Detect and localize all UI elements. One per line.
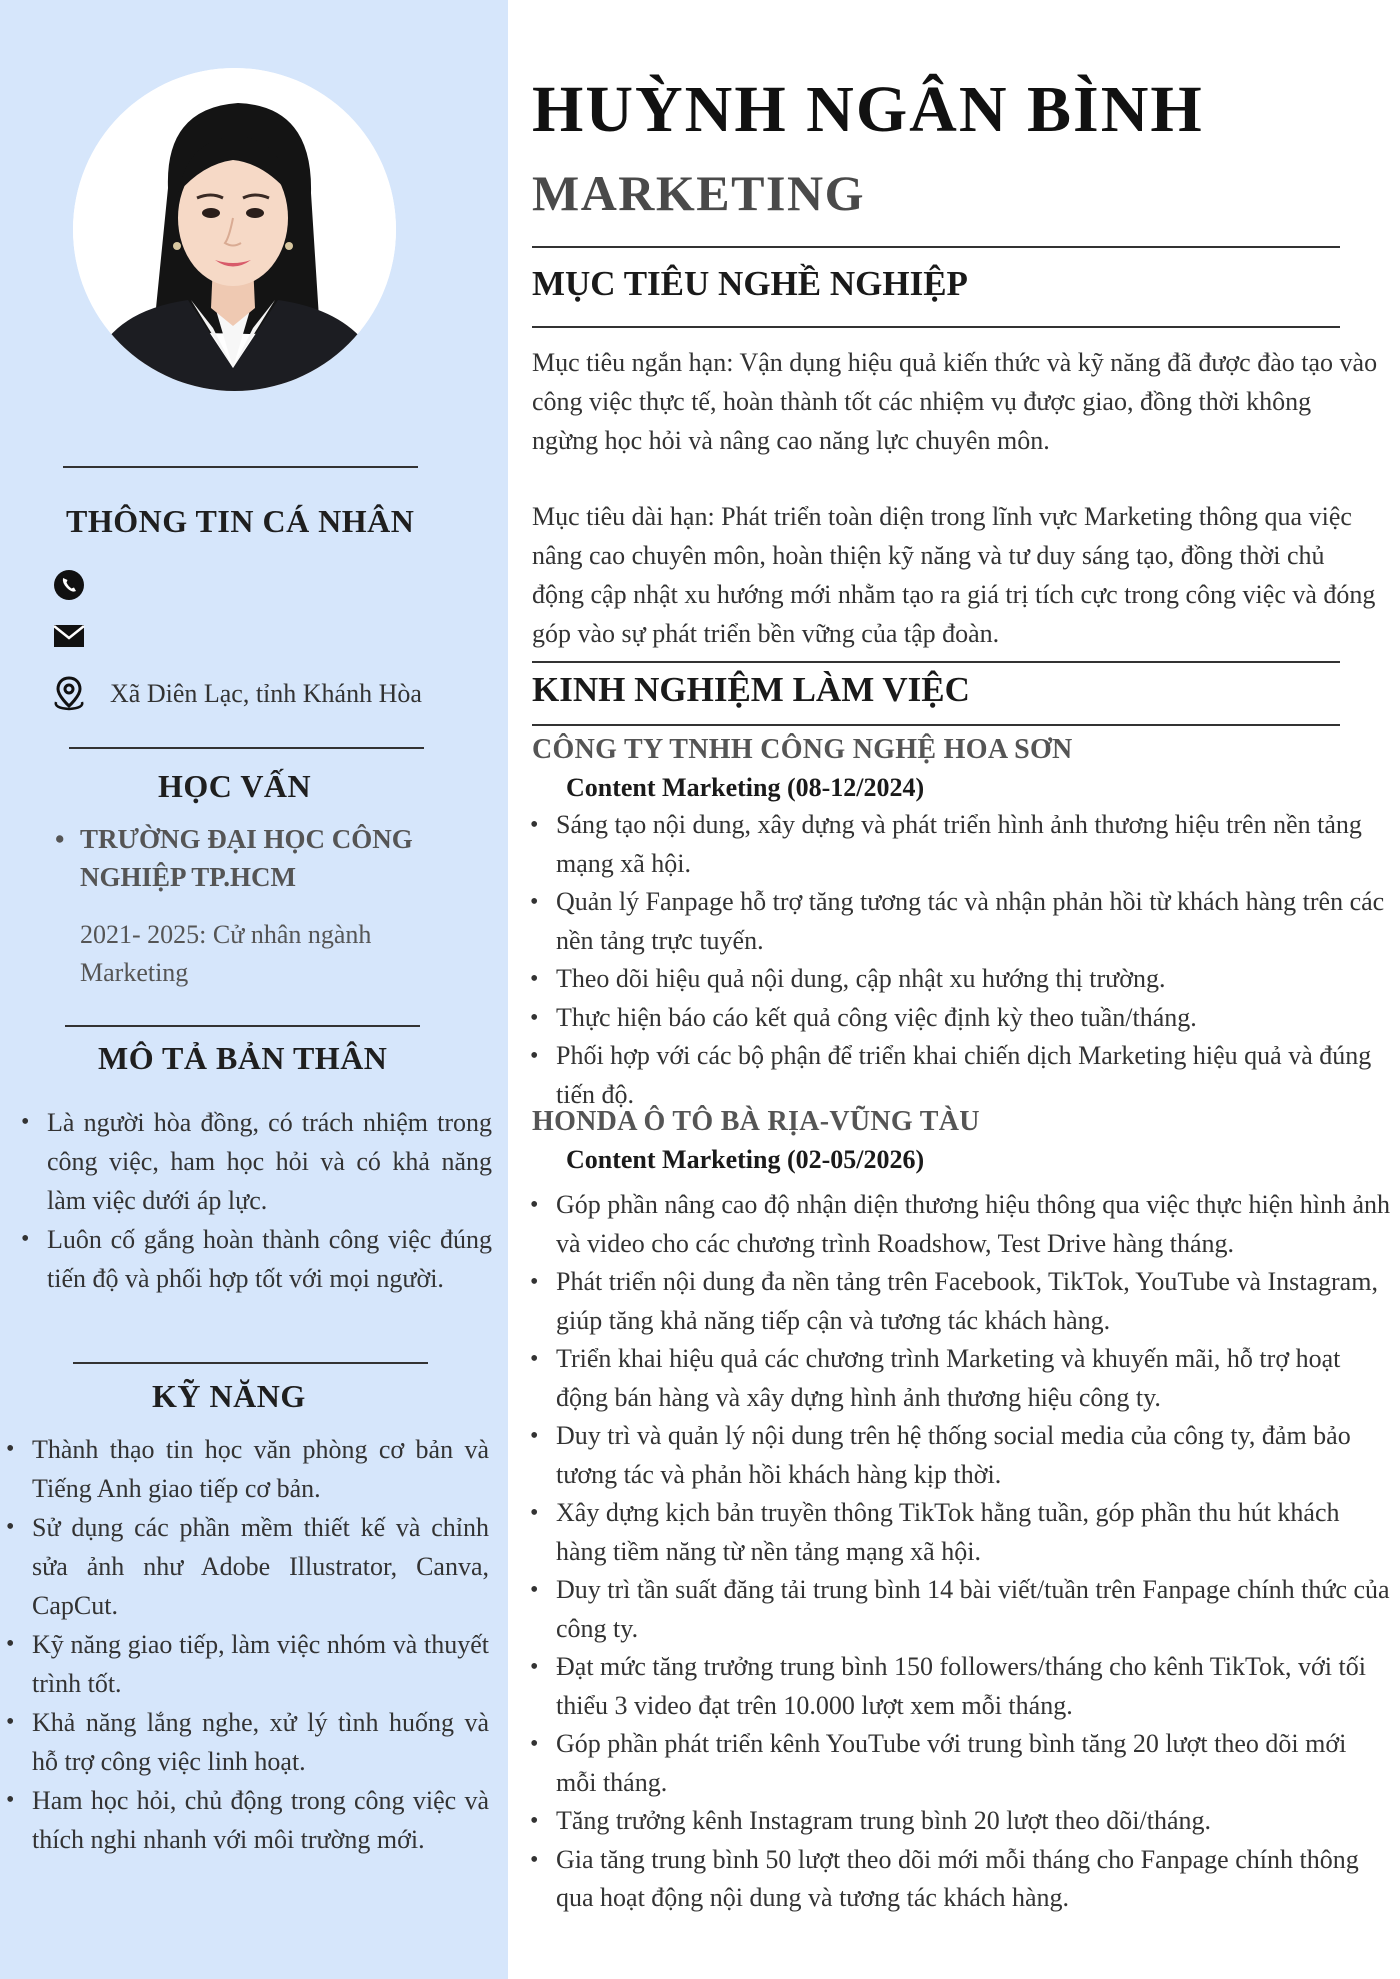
list-item: • Triển khai hiệu quả các chương trình Marketing và khuyến mãi, hỗ trợ hoạt động bán hàng và xây dựng hình ảnh thương hiệu công ty. — [556, 1340, 1391, 1417]
education-school — [55, 820, 480, 896]
list-item: • Đạt mức tăng trưởng trung bình 150 followers/tháng cho kênh TikTok, với tối thiểu 3 video đạt trên 10.000 lượt xem mỗi tháng. — [556, 1648, 1391, 1725]
full-name: HUỲNH NGÂN BÌNH — [532, 73, 1204, 146]
list-item: • Duy trì tần suất đăng tải trung bình 14 bài viết/tuần trên Fanpage chính thức của công ty. — [556, 1571, 1391, 1648]
address-text: Xã Diên Lạc, tỉnh Khánh Hòa — [110, 679, 422, 708]
education-heading: HỌC VẤN — [158, 768, 312, 804]
list-item: • Góp phần nâng cao độ nhận diện thương hiệu thông qua việc thực hiện hình ảnh và video cho các chương trình Roadshow, Test Drive hàng tháng. — [556, 1186, 1391, 1263]
divider — [69, 747, 424, 749]
divider — [73, 1362, 428, 1364]
email-row — [52, 619, 86, 653]
list-item: • Sử dụng các phần mềm thiết kế và chỉnh sửa ảnh như Adobe Illustrator, Canva, CapCut. — [32, 1508, 489, 1625]
company-name: CÔNG TY TNHH CÔNG NGHỆ HOA SƠN — [532, 734, 1073, 765]
education-detail: 2021- 2025: Cử nhân ngành Marketing — [80, 920, 372, 987]
list-item: • Khả năng lắng nghe, xử lý tình huống và hỗ trợ công việc linh hoạt. — [32, 1703, 489, 1781]
list-item: • Gia tăng trung bình 50 lượt theo dõi mới mỗi tháng cho Fanpage chính thông qua hoạt động nội dung và tương tác khách hàng. — [556, 1841, 1391, 1918]
divider — [65, 1025, 420, 1027]
job-title: Content Marketing (08-12/2024) — [566, 773, 925, 802]
school-name: TRƯỜNG ĐẠI HỌC CÔNG NGHIỆP TP.HCM — [80, 824, 413, 892]
list-item: • Thực hiện báo cáo kết quả công việc định kỳ theo tuần/tháng. — [556, 999, 1391, 1038]
divider — [532, 724, 1340, 726]
list-item: • Phối hợp với các bộ phận để triển khai chiến dịch Marketing hiệu quả và đúng tiến độ. — [556, 1037, 1391, 1114]
bullet: • — [55, 824, 65, 854]
list-item: • Là người hòa đồng, có trách nhiệm trong công việc, ham học hỏi và có khả năng làm việc dưới áp lực. — [47, 1103, 492, 1220]
objective-heading: MỤC TIÊU NGHỀ NGHIỆP — [532, 264, 968, 303]
objective-long: Mục tiêu dài hạn: Phát triển toàn diện trong lĩnh vực Marketing thông qua việc nâng cao chuyên môn, hoàn thiện kỹ năng và tư duy sáng tạo, đồng thời chủ động cập nhật xu hướng mới nhằm tạo ra giá trị tích cực trong công việc và đóng góp vào sự phát triển bền vững của tập đoàn. — [532, 502, 1376, 648]
personal-info-heading: THÔNG TIN CÁ NHÂN — [66, 503, 415, 539]
job-title: Content Marketing (02-05/2026) — [566, 1145, 925, 1174]
sidebar — [0, 0, 508, 1979]
list-item: • Duy trì và quản lý nội dung trên hệ thống social media của công ty, đảm bảo tương tác và phản hồi khách hàng kịp thời. — [556, 1417, 1391, 1494]
divider — [532, 661, 1340, 663]
phone-icon — [52, 568, 86, 602]
job-duties-list — [556, 806, 1391, 1114]
main-content — [508, 0, 1400, 1979]
list-item: • Góp phần phát triển kênh YouTube với trung bình tăng 20 lượt theo dõi mới mỗi tháng. — [556, 1725, 1391, 1802]
list-item: • Sáng tạo nội dung, xây dựng và phát triển hình ảnh thương hiệu trên nền tảng mạng xã hội. — [556, 806, 1391, 883]
phone-row — [52, 568, 86, 602]
list-item: • Thành thạo tin học văn phòng cơ bản và Tiếng Anh giao tiếp cơ bản. — [32, 1430, 489, 1508]
list-item: • Luôn cố gắng hoàn thành công việc đúng tiến độ và phối hợp tốt với mọi người. — [47, 1220, 492, 1298]
job-duties-list — [556, 1186, 1391, 1918]
job-role: MARKETING — [532, 165, 865, 221]
experience-heading: KINH NGHIỆM LÀM VIỆC — [532, 670, 970, 709]
divider — [532, 326, 1340, 328]
location-icon — [52, 677, 86, 711]
skills-heading: KỸ NĂNG — [152, 1378, 306, 1414]
list-item: • Ham học hỏi, chủ động trong công việc và thích nghi nhanh với môi trường mới. — [32, 1781, 489, 1859]
list-item: • Xây dựng kịch bản truyền thông TikTok hằng tuần, góp phần thu hút khách hàng tiềm năng từ nền tảng mạng xã hội. — [556, 1494, 1391, 1571]
list-item: • Phát triển nội dung đa nền tảng trên Facebook, TikTok, YouTube và Instagram, giúp tăng khả năng tiếp cận và tương tác khách hàng. — [556, 1263, 1391, 1340]
address-row — [52, 677, 422, 711]
mail-icon — [52, 619, 86, 653]
company-name: HONDA Ô TÔ BÀ RỊA-VŨNG TÀU — [532, 1106, 980, 1137]
profile-photo — [73, 68, 396, 391]
about-list — [47, 1103, 492, 1298]
list-item: • Quản lý Fanpage hỗ trợ tăng tương tác và nhận phản hồi từ khách hàng trên các nền tảng trực tuyến. — [556, 883, 1391, 960]
list-item: • Theo dõi hiệu quả nội dung, cập nhật xu hướng thị trường. — [556, 960, 1391, 999]
about-heading: MÔ TẢ BẢN THÂN — [98, 1040, 388, 1076]
objective-short: Mục tiêu ngắn hạn: Vận dụng hiệu quả kiến thức và kỹ năng đã được đào tạo vào công việc thực tế, hoàn thành tốt các nhiệm vụ được giao, đồng thời không ngừng học hỏi và nâng cao năng lực chuyên môn. — [532, 348, 1378, 455]
divider — [63, 466, 418, 468]
list-item: • Kỹ năng giao tiếp, làm việc nhóm và thuyết trình tốt. — [32, 1625, 489, 1703]
list-item: • Tăng trưởng kênh Instagram trung bình 20 lượt theo dõi/tháng. — [556, 1802, 1391, 1841]
skills-list — [32, 1430, 489, 1859]
divider — [532, 246, 1340, 248]
